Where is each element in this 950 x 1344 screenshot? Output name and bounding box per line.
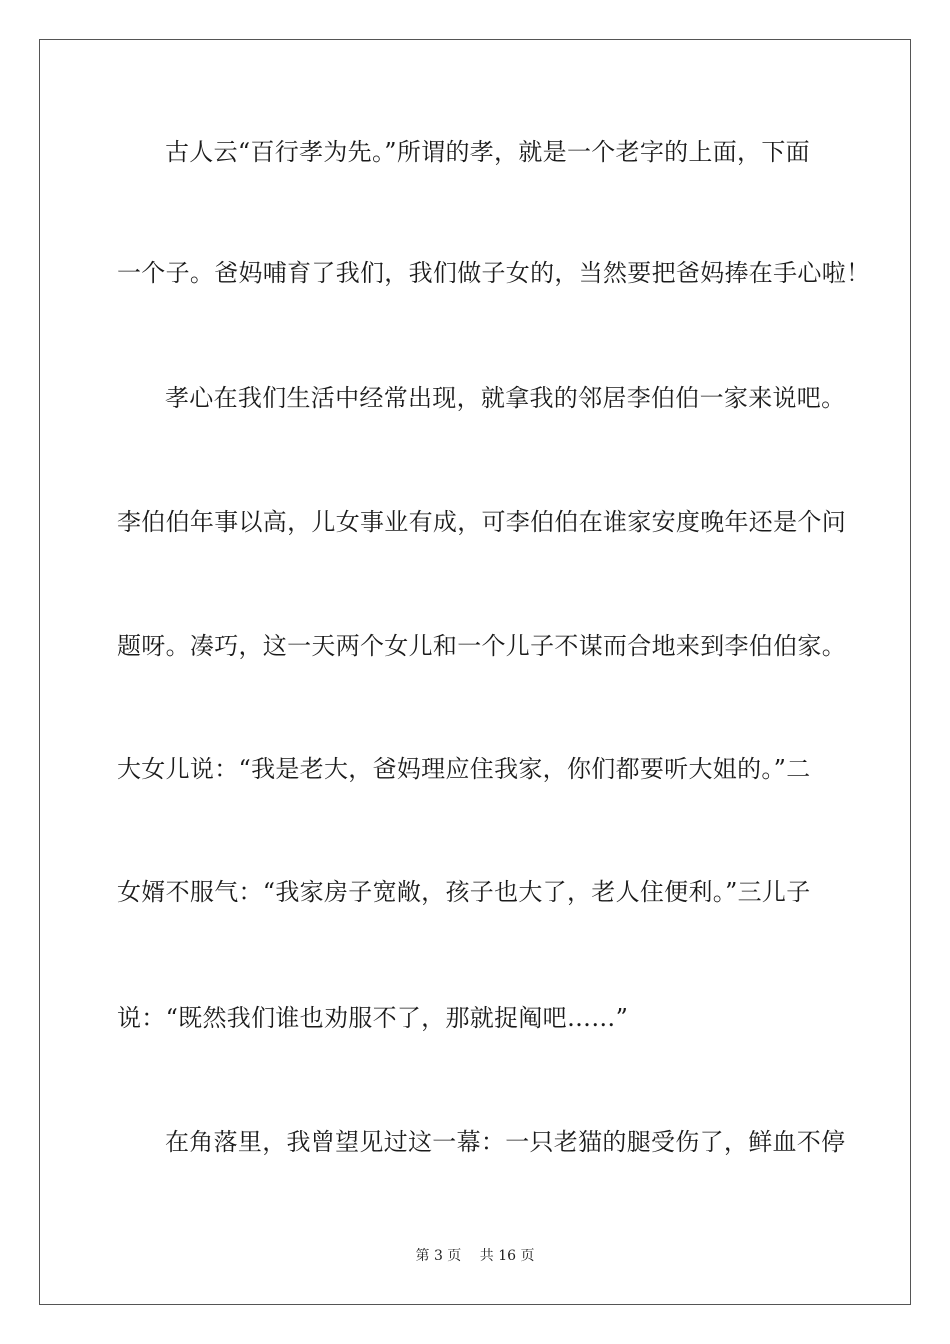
paragraph-2-line-1: 孝心在我们生活中经常出现，就拿我的邻居李伯伯一家来说吧。 xyxy=(165,384,846,412)
page-number: 第 3 页 xyxy=(415,1248,462,1264)
paragraph-3-line-1: 在角落里，我曾望见过这一幕：一只老猫的腿受伤了，鲜血不停 xyxy=(165,1128,846,1156)
page-footer xyxy=(0,1247,950,1265)
page-total: 共 16 页 xyxy=(479,1248,535,1264)
page-frame xyxy=(39,39,911,1305)
paragraph-2-line-4: 大女儿说：“我是老大，爸妈理应住我家，你们都要听大姐的。”二 xyxy=(117,755,811,783)
paragraph-1-line-1: 古人云“百行孝为先。”所谓的孝，就是一个老字的上面，下面 xyxy=(165,138,810,166)
paragraph-2-line-3: 题呀。凑巧，这一天两个女儿和一个儿子不谋而合地来到李伯伯家。 xyxy=(117,632,846,660)
paragraph-2-line-5: 女婿不服气：“我家房子宽敞，孩子也大了，老人住便利。”三儿子 xyxy=(117,878,811,906)
paragraph-2-line-2: 李伯伯年事以高，儿女事业有成，可李伯伯在谁家安度晚年还是个问 xyxy=(117,508,846,536)
paragraph-1-line-2: 一个子。爸妈哺育了我们，我们做子女的，当然要把爸妈捧在手心啦！ xyxy=(117,259,871,287)
paragraph-2-line-6: 说：“既然我们谁也劝服不了，那就捉阄吧……” xyxy=(117,1004,629,1032)
